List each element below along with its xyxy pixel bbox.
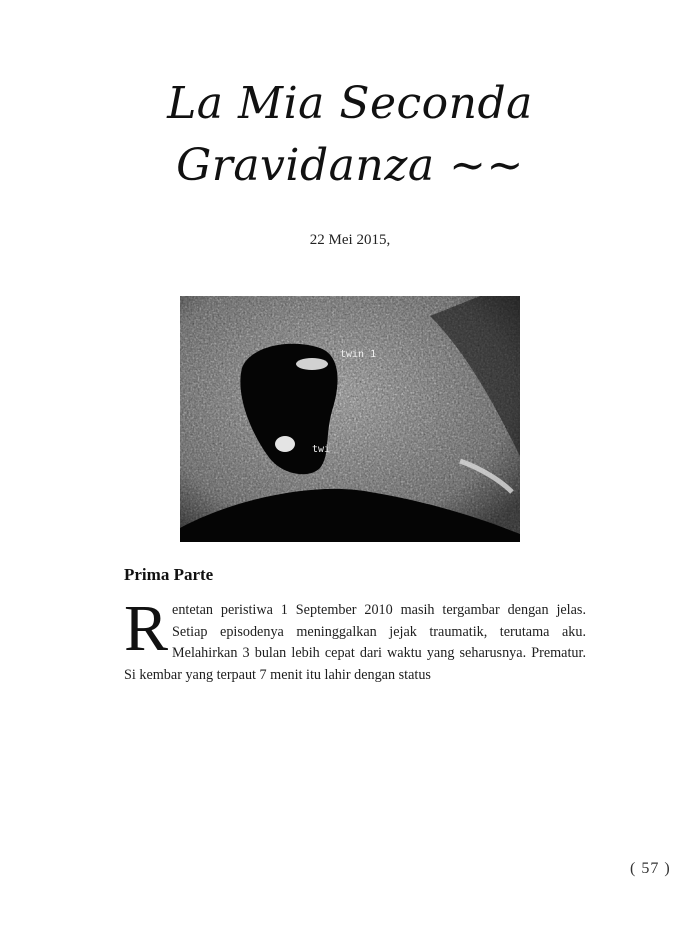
page-title-line-1: La Mia Seconda (167, 78, 533, 129)
twin-2-label: twi (312, 444, 331, 455)
twin-1-label: twin 1 (340, 349, 377, 360)
drop-cap: R (124, 592, 169, 665)
section-heading: Prima Parte (124, 565, 214, 584)
twin-1-highlight (296, 358, 328, 370)
date-line: 22 Mei 2015, (309, 232, 391, 248)
paragraph-text: entetan peristiwa 1 September 2010 masih tergambar dengan jelas. Setiap episodenya meninggalkan jejak traumatik, terutama aku. Melahirkan 3 bulan lebih cepat dari waktu yang seharusnya. Prematur. Si kembar yang terpaut 7 menit itu lahir dengan status (124, 602, 586, 683)
page-number: ( 57 ) (630, 860, 671, 877)
twin-2-highlight (275, 436, 295, 452)
body-paragraph (124, 592, 586, 686)
page-title-line-2: Gravidanza ~~ (176, 140, 524, 191)
ultrasound-image (180, 296, 520, 542)
